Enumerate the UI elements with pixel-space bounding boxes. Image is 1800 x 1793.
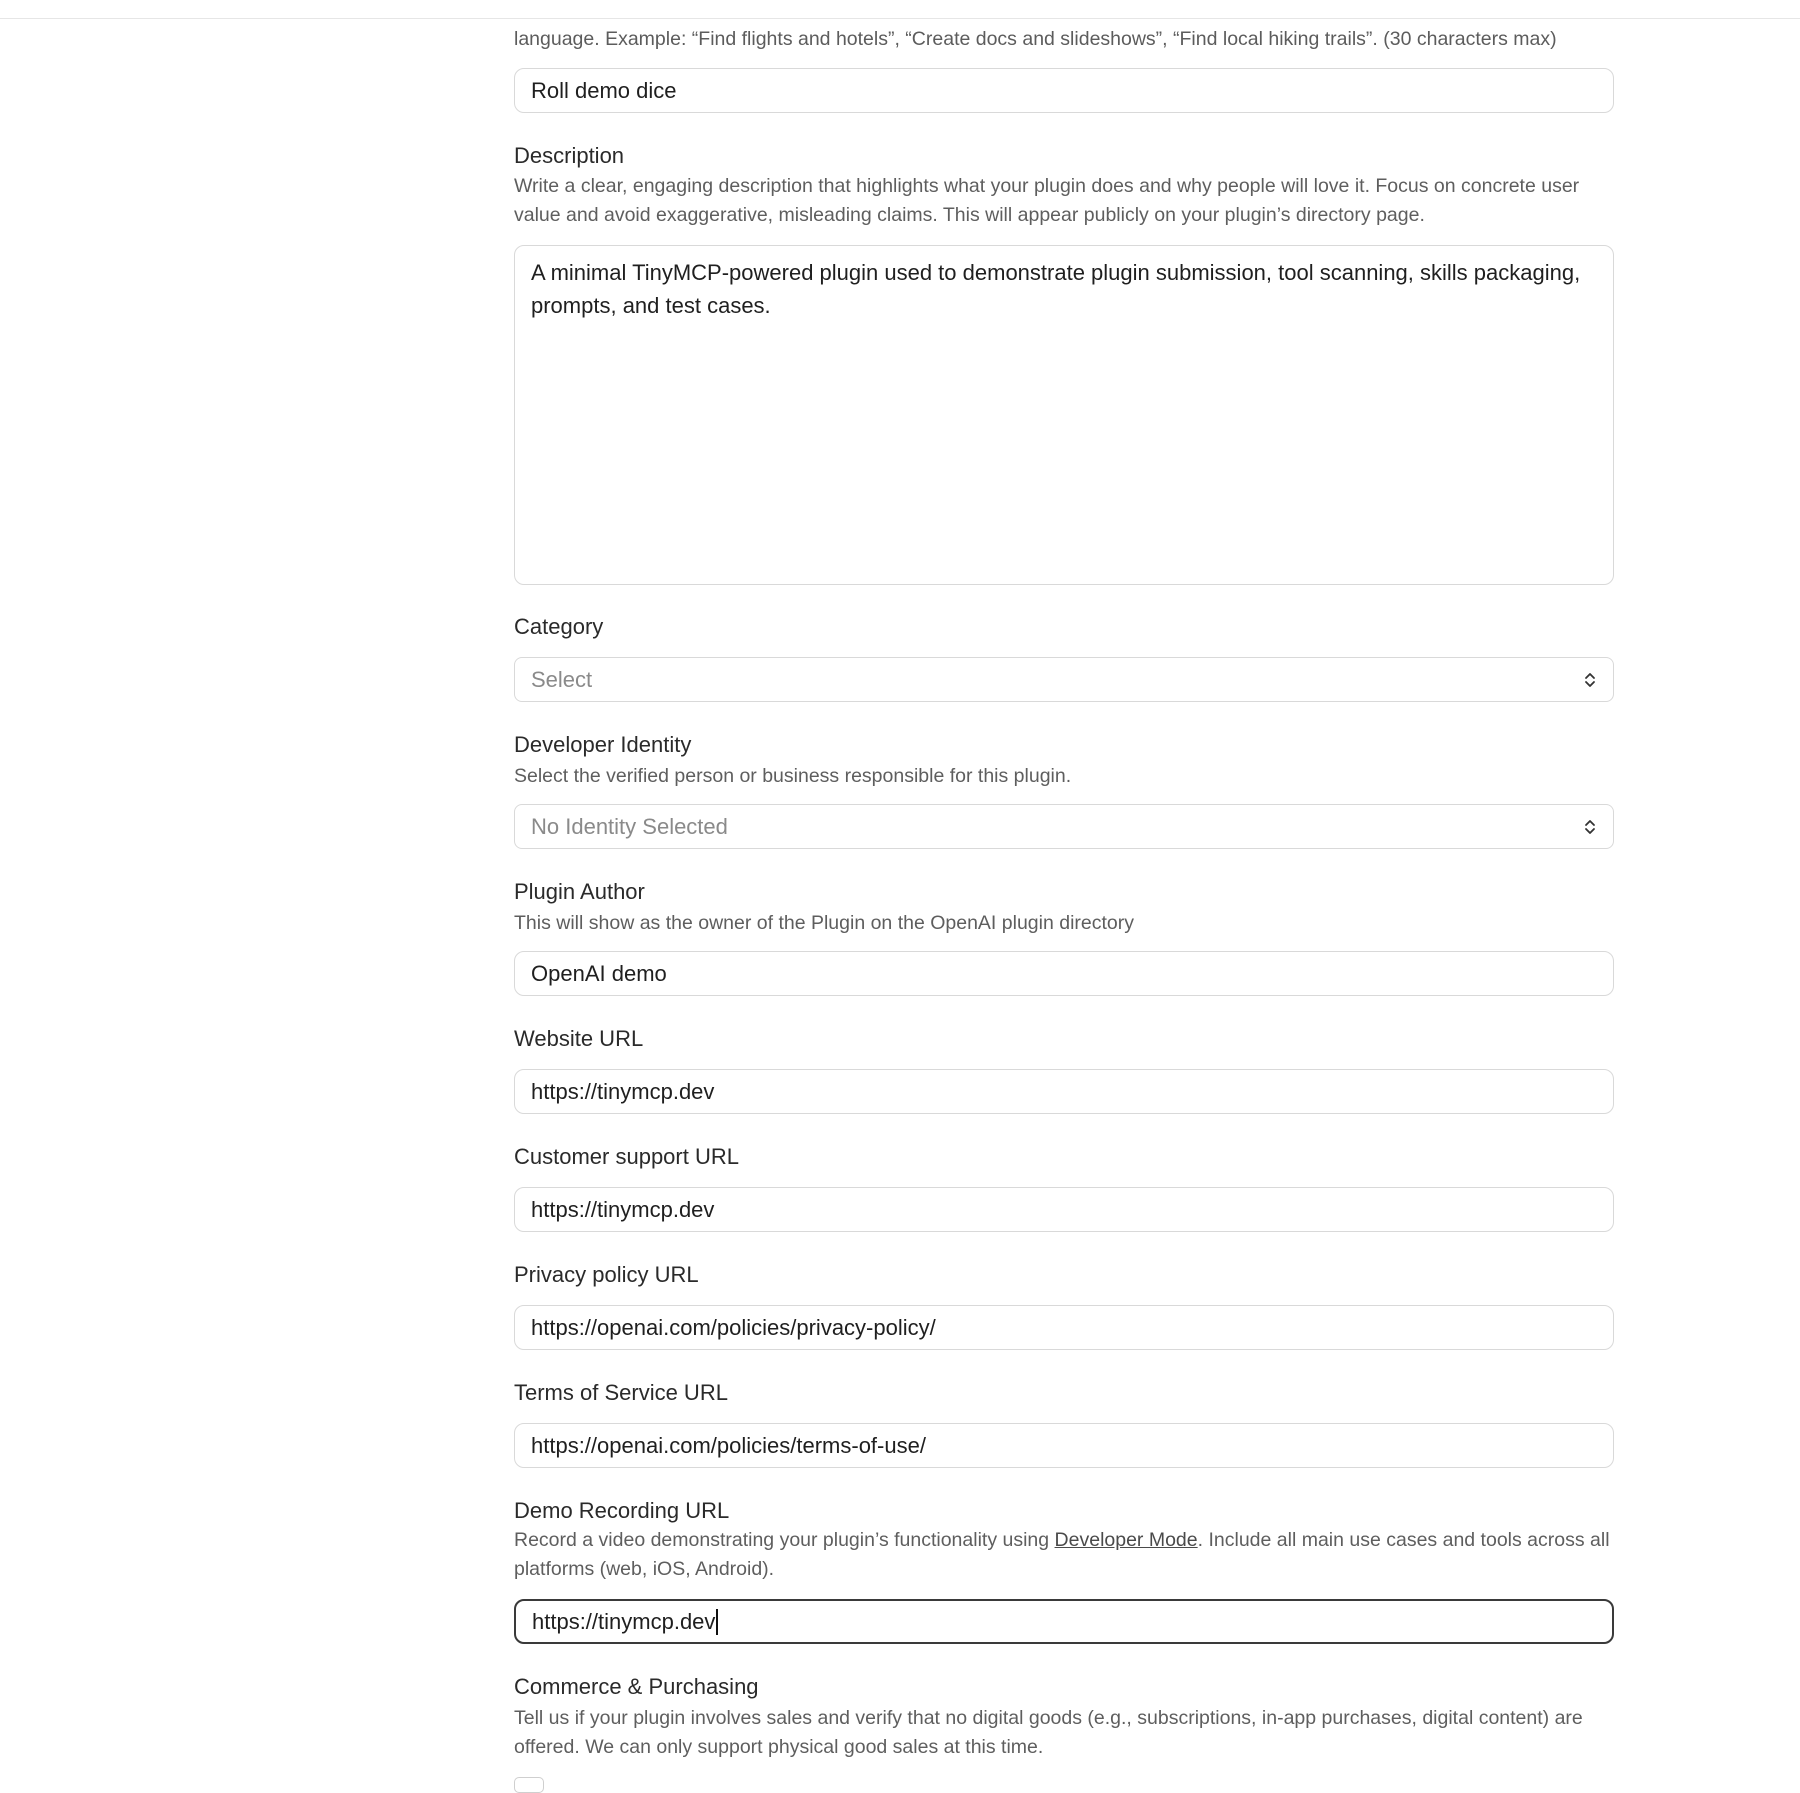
terms-url-input-value: https://openai.com/policies/terms-of-use/ [531,1432,926,1458]
demo-url-help-text [514,1526,1614,1584]
support-url-input[interactable] [514,1187,1614,1232]
description-textarea-value: A minimal TinyMCP-powered plugin used to demonstrate plugin submission, tool scanning, skills packaging, prompts, and test cases. [531,260,1581,318]
chevron-up-down-icon [1583,817,1597,837]
demo-url-label: Demo Recording URL [514,1498,730,1523]
tagline-input-value: Roll demo dice [531,77,677,103]
developer-identity-select[interactable] [514,804,1614,849]
developer-mode-link[interactable]: Developer Mode [1054,1529,1198,1551]
plugin-author-input-value: OpenAI demo [531,960,667,986]
privacy-url-input[interactable] [514,1305,1614,1350]
developer-identity-select-value: No Identity Selected [531,813,728,839]
description-label: Description [514,143,625,168]
terms-url-input[interactable] [514,1423,1614,1468]
website-url-label: Website URL [514,1026,644,1051]
text-caret [716,1609,718,1635]
description-textarea[interactable] [514,245,1614,585]
terms-url-label: Terms of Service URL [514,1380,728,1405]
website-url-input-value: https://tinymcp.dev [531,1078,715,1104]
top-divider [0,18,1800,19]
description-help-text: Write a clear, engaging description that highlights what your plugin does and why people will love it. Focus on concrete user value and avoid exaggerative, misleading claims. This will appear publicly on your plugin’s directory page. [514,175,1580,226]
commerce-help-text: Tell us if your plugin involves sales and verify that no digital goods (e.g., subscriptions, in-app purchases, digital content) are offered. We can only support physical good sales at this time. [514,1707,1583,1758]
privacy-url-input-value: https://openai.com/policies/privacy-policy/ [531,1314,936,1340]
demo-url-help-after: . Include all main use cases and tools across all platforms (web, iOS, Android). [514,1529,1610,1580]
tagline-input[interactable] [514,68,1614,113]
chevron-up-down-icon [1583,670,1597,690]
developer-identity-label: Developer Identity [514,732,692,757]
demo-url-input[interactable] [514,1599,1614,1644]
plugin-author-help-text: This will show as the owner of the Plugin on the OpenAI plugin directory [514,912,1135,934]
category-select[interactable] [514,657,1614,702]
plugin-author-label: Plugin Author [514,879,645,904]
demo-url-input-value: https://tinymcp.dev [532,1608,716,1634]
category-select-value: Select [531,666,593,692]
commerce-label: Commerce & Purchasing [514,1674,759,1699]
website-url-input[interactable] [514,1069,1614,1114]
developer-identity-help-text: Select the verified person or business responsible for this plugin. [514,765,1072,787]
support-url-label: Customer support URL [514,1144,739,1169]
demo-url-help-before: Record a video demonstrating your plugin’s functionality using [514,1529,1055,1551]
privacy-url-label: Privacy policy URL [514,1262,699,1287]
support-url-input-value: https://tinymcp.dev [531,1196,715,1222]
commerce-checkbox[interactable] [514,1777,544,1793]
tagline-help-text: language. Example: “Find flights and hotels”, “Create docs and slideshows”, “Find local hiking trails”. (30 characters max) [514,28,1557,50]
plugin-author-input[interactable] [514,951,1614,996]
category-label: Category [514,614,604,639]
